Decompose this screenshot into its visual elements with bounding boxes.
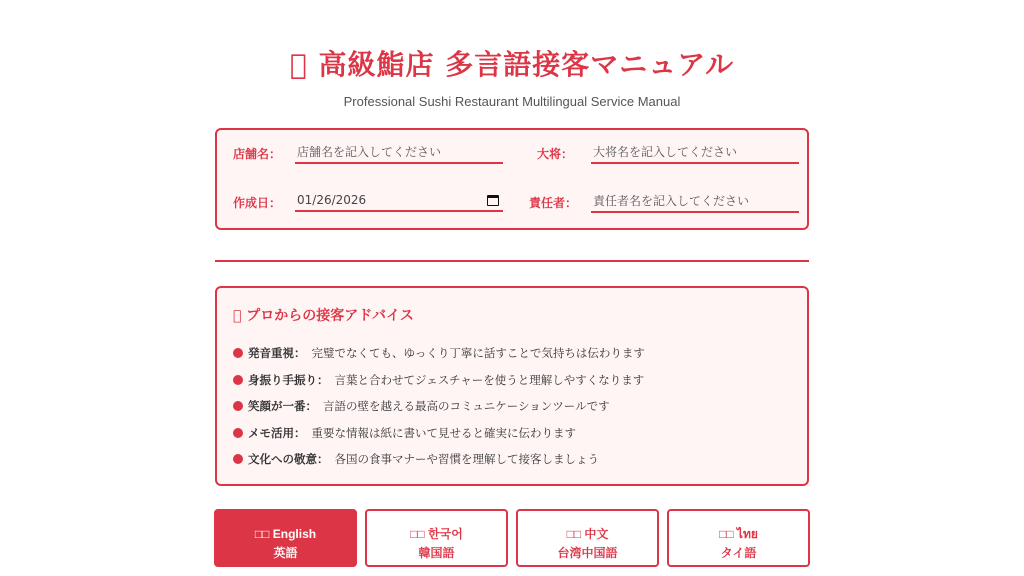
lang-button-korean[interactable] — [365, 509, 508, 567]
page-title: 􏰀 高級鮨店 多言語接客マニュアル — [289, 48, 735, 81]
advice-key: 発音重視： — [248, 346, 306, 361]
lang-label: □□ 中文 — [566, 527, 609, 541]
advice-key: 身振り手振り： — [248, 372, 329, 387]
store-name-input[interactable] — [295, 142, 503, 164]
lang-sublabel: 英語 — [273, 546, 298, 560]
advice-item — [233, 420, 645, 447]
advice-panel — [215, 286, 809, 486]
bullet-dot-icon — [233, 401, 243, 411]
advice-text: 重要な情報は紙に書いて見せると確実に伝わります — [311, 425, 576, 440]
advice-text: 言葉と合わせてジェスチャーを使うと理解しやすくなります — [334, 372, 645, 387]
advice-item — [233, 340, 645, 367]
advice-item — [233, 446, 645, 473]
bullet-dot-icon — [233, 348, 243, 358]
lang-label: □□ ไทย — [719, 527, 758, 541]
chef-label: 大将： — [537, 147, 574, 161]
advice-key: 文化への敬意： — [248, 452, 329, 467]
date-input[interactable] — [295, 190, 503, 212]
store-name-label: 店舗名： — [233, 147, 282, 161]
bullet-dot-icon — [233, 375, 243, 385]
manager-name-input[interactable] — [591, 191, 799, 213]
lang-sublabel: 韓国語 — [418, 546, 455, 560]
lang-label: □□ 한국어 — [410, 527, 463, 541]
lang-sublabel: 台湾中国語 — [557, 546, 618, 560]
advice-list — [233, 340, 645, 473]
page-subtitle: Professional Sushi Restaurant Multilingual Service Manual — [343, 94, 681, 109]
advice-text: 完璧でなくても、ゆっくり丁寧に話すことで気持ちは伝わります — [311, 346, 645, 361]
advice-text: 言語の壁を越える最高のコミュニケーションツールです — [323, 399, 610, 414]
advice-key: 笑顔が一番： — [248, 399, 317, 414]
advice-item — [233, 393, 645, 420]
lang-sublabel: タイ語 — [720, 546, 757, 560]
advice-title: 􏰀 プロからの接客アドバイス — [233, 308, 414, 324]
store-info-panel — [215, 128, 809, 230]
lang-button-chinese[interactable] — [516, 509, 659, 567]
advice-key: メモ活用： — [248, 425, 306, 440]
section-divider — [215, 260, 809, 262]
lang-button-english[interactable] — [214, 509, 357, 567]
chef-name-input[interactable] — [591, 142, 799, 164]
bullet-dot-icon — [233, 428, 243, 438]
lang-label: □□ English — [254, 527, 317, 541]
date-label: 作成日： — [233, 196, 282, 210]
advice-text: 各国の食事マナーや習慣を理解して接客しましょう — [334, 452, 599, 467]
date-value: 01/26/2026 — [297, 193, 367, 207]
calendar-icon[interactable] — [487, 195, 499, 206]
advice-item — [233, 367, 645, 394]
bullet-dot-icon — [233, 454, 243, 464]
lang-button-thai[interactable] — [667, 509, 810, 567]
manager-label: 責任者： — [529, 196, 578, 210]
